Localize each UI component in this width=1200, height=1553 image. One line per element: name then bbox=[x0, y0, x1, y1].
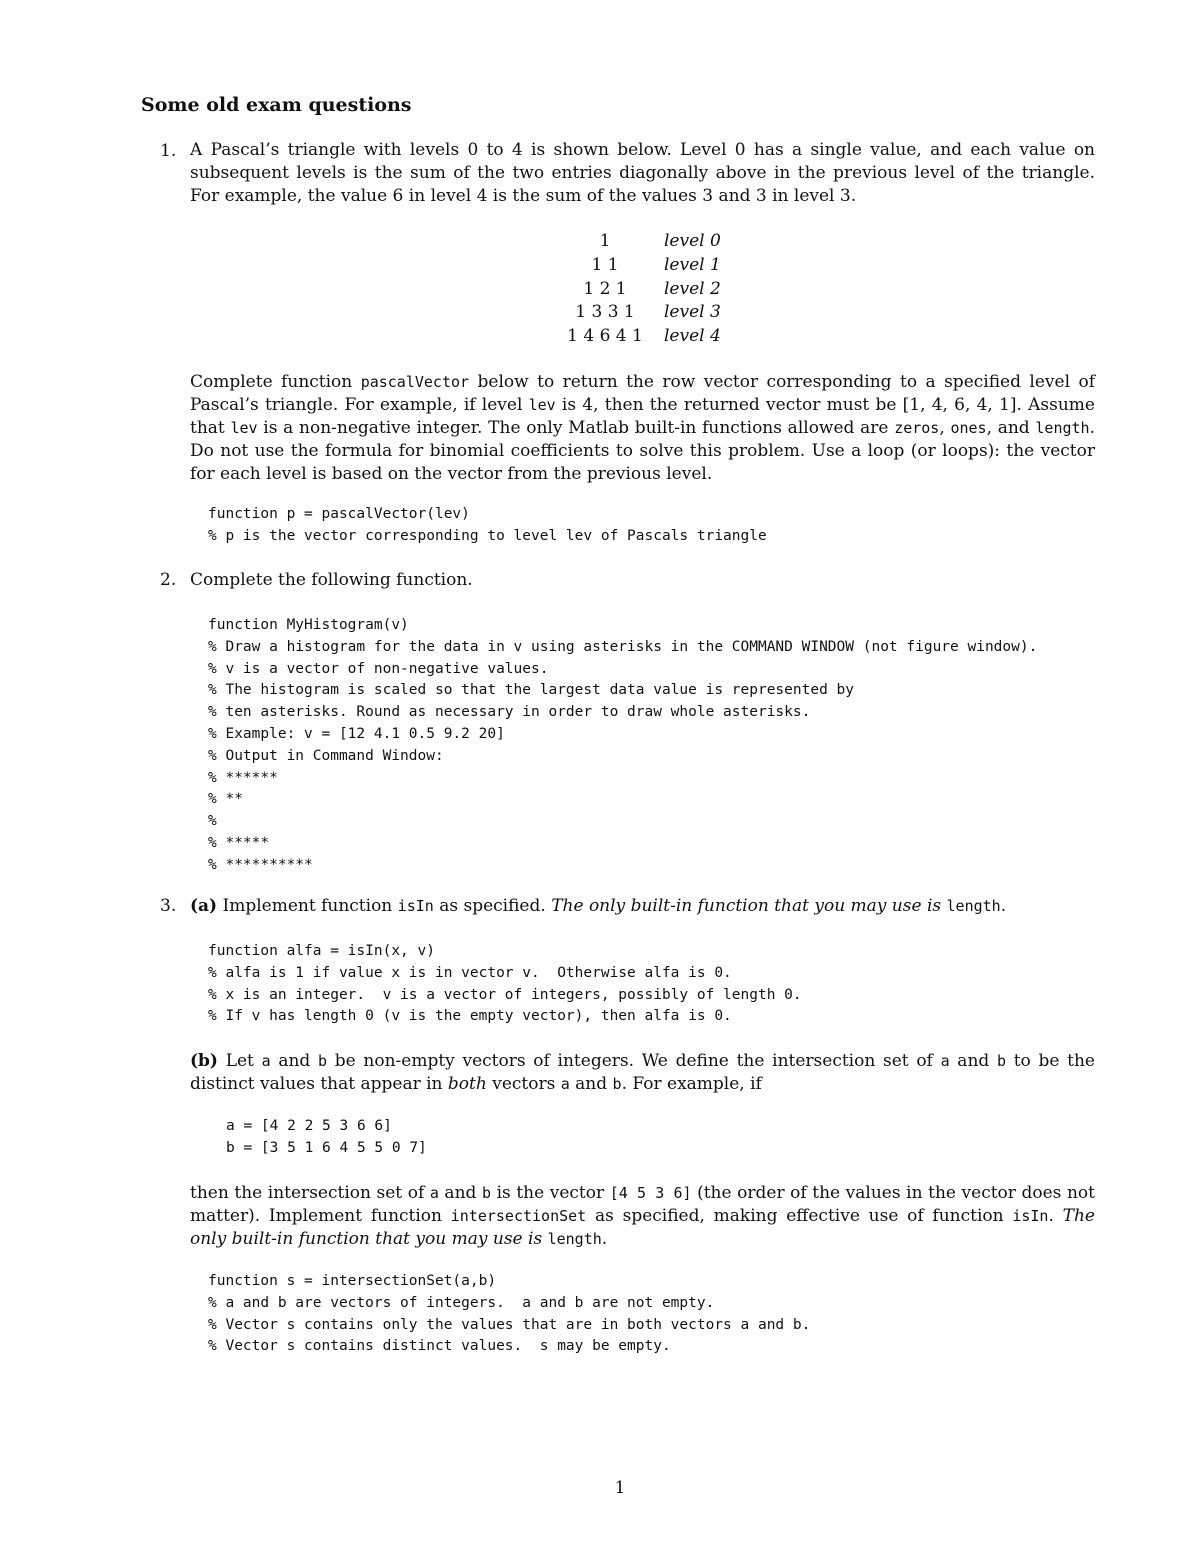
question-1-intro: A Pascal’s triangle with levels 0 to 4 is shown below. Level 0 has a single value, and each value on subsequent levels is the sum of the two entries diagonally above in the previous level of the triangle. For example, the value 6 in level 4 is the sum of the values 3 and 3 in level 3. bbox=[190, 140, 1095, 206]
code-line: % If v has length 0 (v is the empty vector), then alfa is 0. bbox=[208, 1008, 732, 1025]
triangle-row bbox=[560, 279, 740, 303]
triangle-values: 1 3 3 1 bbox=[575, 302, 635, 322]
code-line: % ** bbox=[208, 791, 243, 808]
code-block-isin bbox=[208, 941, 802, 1028]
triangle-values: 1 1 bbox=[591, 255, 619, 275]
triangle-values: 1 bbox=[599, 231, 611, 251]
page-heading: Some old exam questions bbox=[141, 94, 412, 116]
code-block-histogram bbox=[208, 615, 1037, 877]
code-line: % Output in Command Window: bbox=[208, 747, 444, 764]
question-3a-text: (a) Implement function isIn as specified. The only built-in function that you may use is length. bbox=[190, 896, 1007, 916]
question-1-number: 1. bbox=[160, 141, 177, 161]
triangle-level-label: level 2 bbox=[664, 279, 721, 299]
code-line: % Vector s contains only the values that are in both vectors a and b. bbox=[208, 1316, 811, 1333]
code-line: % x is an integer. v is a vector of integers, possibly of length 0. bbox=[208, 986, 802, 1003]
code-line: % ***** bbox=[208, 834, 270, 851]
code-block-pascal bbox=[208, 504, 767, 548]
question-1-instructions: Complete function pascalVector below to return the row vector corresponding to a specified level of Pascal’s triangle. For example, if level lev is 4, then the returned vector must be [1, 4, 6, 4, 1]. Assume that lev is a non-negative integer. The only Matlab built-in functions allowed are zeros, ones, and length. Do not use the formula for binomial coefficients to solve this problem. Use a loop (or loops): the vector for each level is based on the vector from the previous level. bbox=[190, 372, 1096, 484]
triangle-level-label: level 4 bbox=[664, 326, 721, 346]
code-line: b = [3 5 1 6 4 5 5 0 7] bbox=[226, 1139, 427, 1156]
triangle-row bbox=[560, 255, 740, 279]
code-line: % p is the vector corresponding to level lev of Pascals triangle bbox=[208, 527, 767, 544]
code-block-example-vectors bbox=[226, 1116, 427, 1160]
code-line: % a and b are vectors of integers. a and b are not empty. bbox=[208, 1294, 715, 1311]
triangle-values: 1 2 1 bbox=[583, 279, 627, 299]
code-line: % alfa is 1 if value x is in vector v. Otherwise alfa is 0. bbox=[208, 964, 732, 981]
question-3-number: 3. bbox=[160, 896, 177, 916]
triangle-level-label: level 1 bbox=[664, 255, 721, 275]
code-line: function MyHistogram(v) bbox=[208, 617, 409, 633]
triangle-row bbox=[560, 326, 740, 350]
code-line: % bbox=[208, 813, 217, 830]
code-line: % Draw a histogram for the data in v using asterisks in the COMMAND WINDOW (not figure window). bbox=[208, 638, 1038, 655]
code-line: function p = pascalVector(lev) bbox=[208, 506, 470, 522]
triangle-level-label: level 3 bbox=[664, 302, 721, 322]
question-3b-text: (b) Let a and b be non-empty vectors of integers. We define the intersection set of a and b to be the distinct values that appear in both vectors a and b. For example, if bbox=[190, 1051, 1095, 1094]
triangle-values: 1 4 6 4 1 bbox=[567, 326, 643, 346]
code-line: % ten asterisks. Round as necessary in order to draw whole asterisks. bbox=[208, 704, 811, 721]
code-line: a = [4 2 2 5 3 6 6] bbox=[226, 1118, 392, 1134]
triangle-row bbox=[560, 231, 740, 255]
code-line: % Vector s contains distinct values. s may be empty. bbox=[208, 1338, 671, 1355]
code-line: % The histogram is scaled so that the largest data value is represented by bbox=[208, 682, 855, 699]
code-line: % Example: v = [12 4.1 0.5 9.2 20] bbox=[208, 725, 505, 742]
code-line: % ********** bbox=[208, 856, 313, 873]
question-2-number: 2. bbox=[160, 570, 177, 590]
code-block-intersection bbox=[208, 1271, 810, 1358]
triangle-level-label: level 0 bbox=[664, 231, 721, 251]
code-line: % v is a vector of non-negative values. bbox=[208, 660, 549, 677]
question-3b-continued: then the intersection set of a and b is the vector [4 5 3 6] (the order of the values in the vector does not matter). Implement function intersectionSet as specified, making effective use of function isIn. The only built-in function that you may use is length. bbox=[190, 1183, 1095, 1249]
code-line: % ****** bbox=[208, 769, 278, 786]
question-2-intro: Complete the following function. bbox=[190, 570, 473, 590]
page-number: 1 bbox=[614, 1478, 626, 1498]
code-line: function s = intersectionSet(a,b) bbox=[208, 1273, 497, 1289]
code-line: function alfa = isIn(x, v) bbox=[208, 943, 435, 959]
triangle-row bbox=[560, 302, 740, 326]
